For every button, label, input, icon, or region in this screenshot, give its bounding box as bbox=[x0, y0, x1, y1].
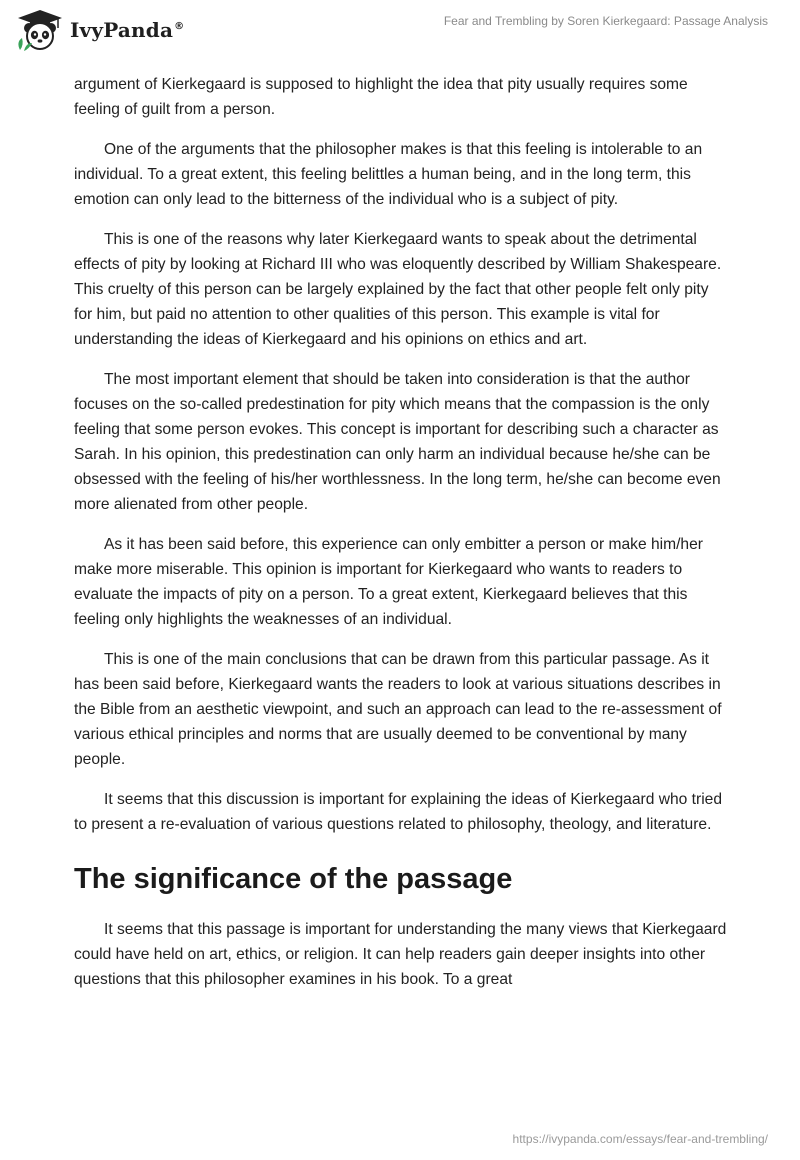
section-heading: The significance of the passage bbox=[74, 863, 513, 895]
article-body bbox=[74, 72, 730, 1007]
ivypanda-logo[interactable] bbox=[14, 8, 184, 52]
paragraph: As it has been said before, this experience can only embitter a person or make him/her make more miserable. This opinion is important for Kierkegaard who wants to readers to evaluate the impacts of pity on a person. To a great extent, Kierkegaard believes that this feeling only highlights the weaknesses of an individual. bbox=[74, 536, 703, 628]
panda-graduate-icon bbox=[14, 8, 66, 52]
brand-name: IvyPanda® bbox=[70, 18, 185, 42]
document-title: Fear and Trembling by Soren Kierkegaard: Passage Analysis bbox=[443, 14, 768, 28]
paragraph: One of the arguments that the philosopher makes is that this feeling is intolerable to an individual. To a great extent, this feeling belittles a human being, and in the long term, this emotion can only lead to the bitterness of the individual who is a subject of pity. bbox=[74, 141, 703, 208]
paragraph: argument of Kierkegaard is supposed to highlight the idea that pity usually requires some feeling of guilt from a person. bbox=[74, 76, 688, 118]
paragraph: This is one of the reasons why later Kierkegaard wants to speak about the detrimental effects of pity by looking at Richard III who was eloquently described by William Shakespeare. This cruelty of this person can be largely explained by the fact that other people felt only pity for him, but paid no attention to other qualities of this person. This example is vital for understanding the ideas of Kierkegaard and his opinions on ethics and art. bbox=[74, 231, 722, 348]
page-header bbox=[0, 0, 800, 60]
source-url[interactable]: https://ivypanda.com/essays/fear-and-trembling/ bbox=[512, 1132, 768, 1146]
registered-mark: ® bbox=[174, 21, 185, 33]
paragraph: It seems that this discussion is important for explaining the ideas of Kierkegaard who tried to present a re-evaluation of various questions related to philosophy, theology, and literature. bbox=[74, 791, 723, 833]
paragraph: The most important element that should be taken into consideration is that the author focuses on the so-called predestination for pity which means that the compassion is the only feeling that some person evokes. This concept is important for describing such a character as Sarah. In his opinion, this predestination can only harm an individual because he/she can be obsessed with the feeling of his/her worthlessness. In the long term, he/she can become even more alienated from other people. bbox=[74, 371, 721, 513]
paragraph: This is one of the main conclusions that can be drawn from this particular passage. As it has been said before, Kierkegaard wants the readers to look at various situations describes in the Bible from an aesthetic viewpoint, and such an approach can lead to the re-assessment of various ethical principles and norms that are usually deemed to be conventional by many people. bbox=[74, 651, 722, 768]
paragraph: It seems that this passage is important for understanding the many views that Kierkegaard could have held on art, ethics, or religion. It can help readers gain deeper insights into other questions that this philosopher examines in his book. To a great bbox=[74, 921, 727, 988]
